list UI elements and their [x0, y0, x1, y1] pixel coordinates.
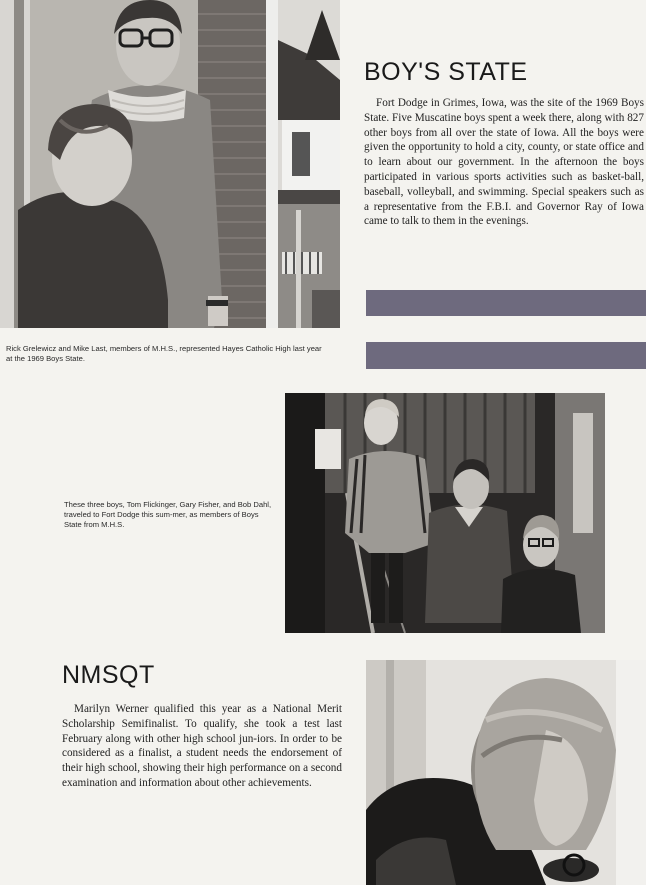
nmsqt-photo: [366, 660, 646, 885]
stairs-photo-caption: These three boys, Tom Flickinger, Gary Fisher, and Bob Dahl, traveled to Fort Dodge this sum-mer, as members of Boys State from M.H.S.: [64, 500, 272, 530]
decorative-band-top: [366, 290, 646, 316]
decorative-band-bottom: [366, 342, 646, 369]
boys-state-body: Fort Dodge in Grimes, Iowa, was the site of the 1969 Boys State. Five Muscatine boys spent a week there, along with 827 other boys from all over the state of Iowa. All the boys were given the opportunity to hold a city, county, or state office and to learn about our government. In the afternoon the boys participated in various sports activities such as basket-ball, baseball, volleyball, and swimming. Special speakers such as a representative from the F.B.I. and Governor Ray of Iowa came to talk to them in the evenings.: [364, 97, 644, 228]
boys-state-photo-caption: Rick Grelewicz and Mike Last, members of M.H.S., represented Hayes Catholic High last year at the 1969 Boys State.: [6, 344, 322, 364]
boys-state-photo: [0, 0, 340, 328]
stairs-photo: [285, 393, 605, 633]
nmsqt-body: Marilyn Werner qualified this year as a National Merit Scholarship Semifinalist. To qualify, she took a test last February along with other high school jun-iors. In order to be considered as a finalist, a student needs the endorsement of their high school, showing their high performance on a second examination and information about other achievements.: [62, 703, 342, 789]
boys-state-title: BOY'S STATE: [364, 58, 528, 86]
nmsqt-title: NMSQT: [62, 661, 155, 689]
